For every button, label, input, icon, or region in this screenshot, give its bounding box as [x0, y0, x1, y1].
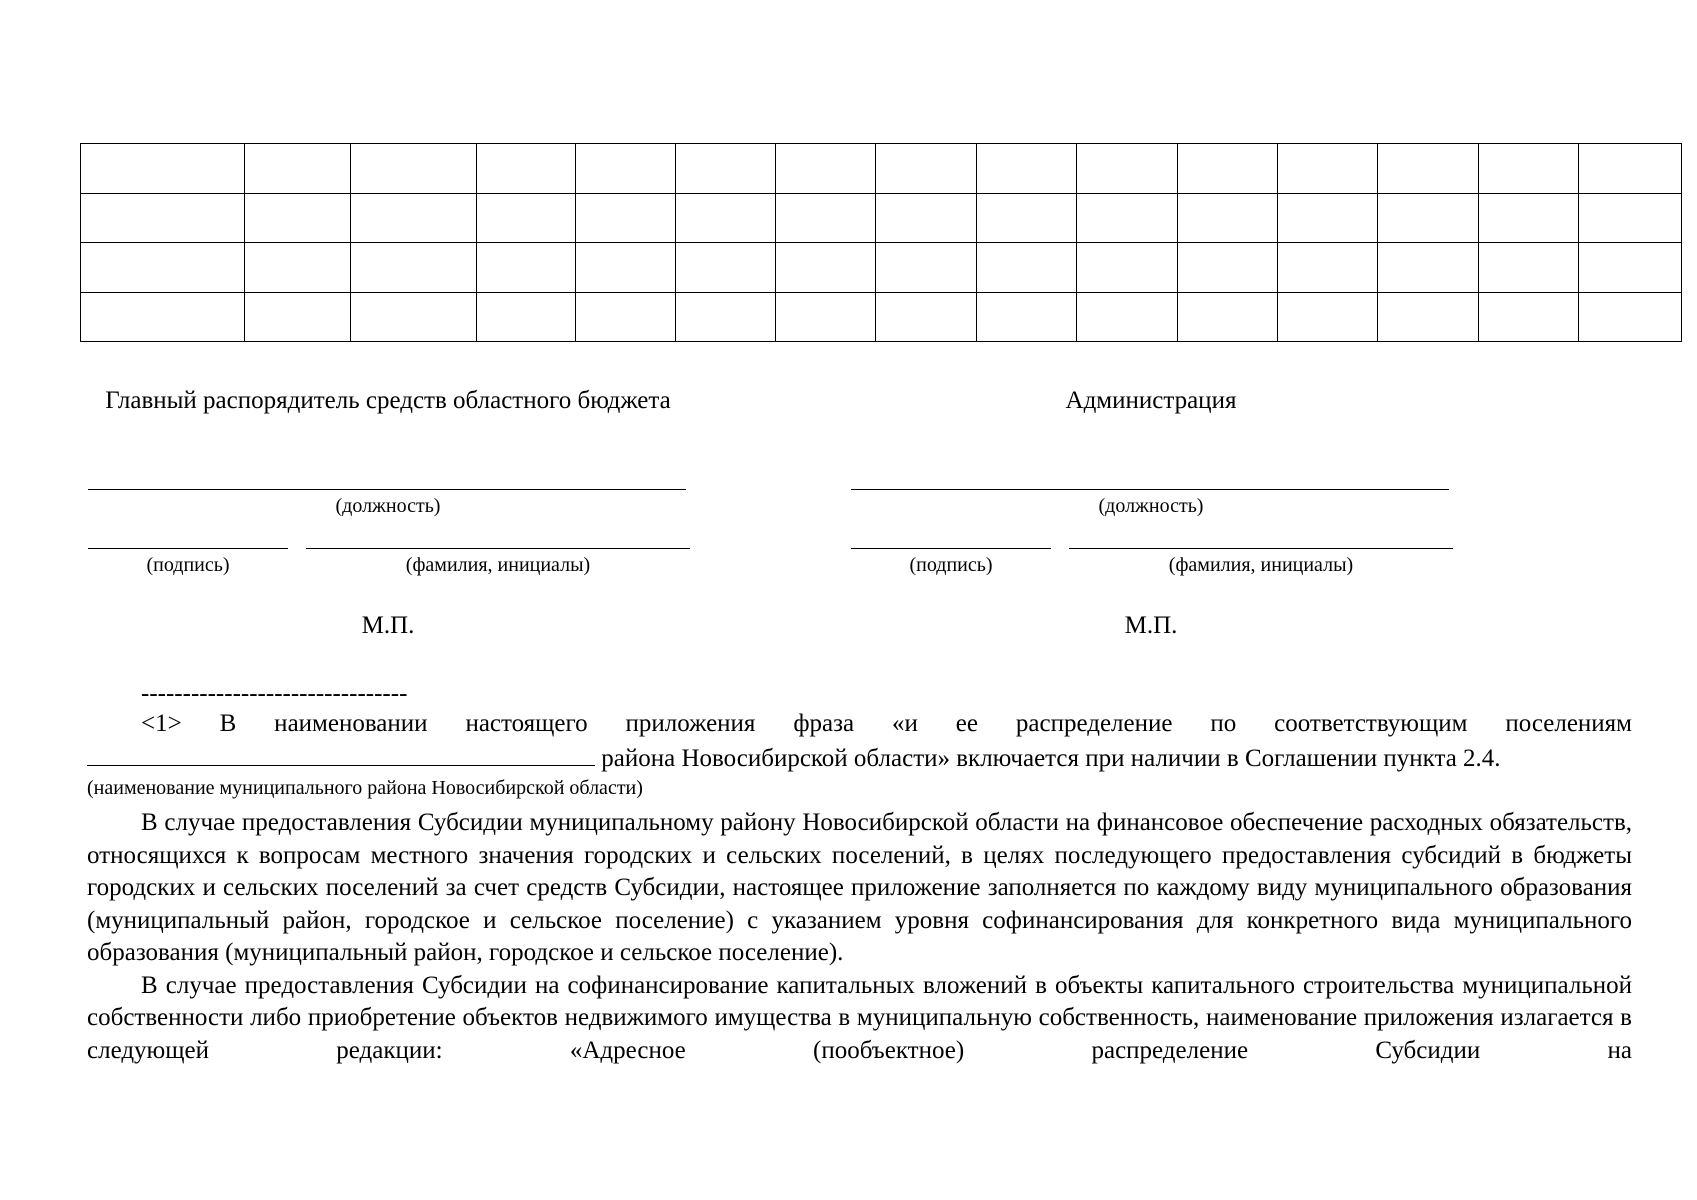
table-cell [81, 144, 245, 194]
left-position-caption: (должность) [335, 495, 441, 517]
table-cell [1378, 193, 1479, 243]
table-cell [1378, 243, 1479, 293]
table-cell [776, 193, 876, 243]
table-body [81, 144, 1682, 342]
table-cell [676, 243, 776, 293]
table-cell [1579, 144, 1682, 194]
table-cell [576, 144, 676, 194]
table-row [81, 144, 1682, 194]
table-cell [1178, 144, 1278, 194]
table-cell [1077, 292, 1178, 342]
table-cell [351, 243, 477, 293]
table-cell [676, 193, 776, 243]
table-cell [676, 292, 776, 342]
table-cell [1077, 243, 1178, 293]
table-cell [576, 292, 676, 342]
table-cell [477, 292, 576, 342]
table-cell [81, 193, 245, 243]
left-stamp-mark: М.П. [361, 612, 415, 639]
left-position-line [88, 489, 686, 490]
table-cell [576, 193, 676, 243]
table-cell [245, 292, 351, 342]
table-cell [1077, 193, 1178, 243]
table-cell [1178, 243, 1278, 293]
table-row [81, 243, 1682, 293]
left-signature-caption: (подпись) [146, 554, 230, 576]
table-cell [776, 292, 876, 342]
district-name-caption: (наименование муниципального района Новосибирской области) [87, 777, 643, 799]
table-cell [1579, 292, 1682, 342]
footnote-line-2-text: района Новосибирской области» включается при наличии в Соглашении пункта 2.4. [595, 744, 1501, 772]
table-cell [1479, 144, 1579, 194]
right-position-caption: (должность) [1098, 495, 1204, 517]
left-name-field [306, 548, 690, 577]
right-name-caption: (фамилия, инициалы) [1168, 554, 1354, 576]
left-signature-block [88, 385, 688, 640]
table-cell [1378, 292, 1479, 342]
table-cell [977, 243, 1077, 293]
footnote-paragraph-3: В случае предоставления Субсидии на софинансирование капитальных вложений в объекты капитального строительства муниципальной собственности либо приобретение объектов недвижимого имущества в муниципальную собственность, наименование приложения излагается в следующей редакции: «Адресное (пообъектное) распределение Субсидии на [87, 971, 1632, 1064]
table-cell [876, 243, 977, 293]
table-cell [245, 243, 351, 293]
right-signature-row [851, 548, 1451, 608]
right-name-field [1069, 548, 1453, 577]
table-cell [876, 292, 977, 342]
footnote-line-2 [87, 741, 1632, 776]
table-cell [477, 193, 576, 243]
right-signature-block [851, 385, 1451, 640]
table-cell [81, 292, 245, 342]
footnote-separator: -------------------------------- [141, 680, 408, 707]
table-cell [1178, 292, 1278, 342]
table-cell [1479, 292, 1579, 342]
footnote-paragraph-2: В случае предоставления Субсидии муниципальному району Новосибирской области на финансовое обеспечение расходных обязательств, относящихся к вопросам местного значения городских и сельских поселений, в целях последующего предоставления субсидий в бюджеты городских и сельских поселений за счет средств Субсидии, настоящее приложение заполняется по каждому виду муниципального образования (муниципальный район, городское и сельское поселение) с указанием уровня софинансирования для конкретного вида муниципального образования (муниципальный район, городское и сельское поселение). [87, 809, 1632, 966]
table-cell [1579, 193, 1682, 243]
table-cell [81, 243, 245, 293]
left-signature-line [88, 548, 288, 549]
table-cell [1278, 193, 1378, 243]
right-position-line [851, 489, 1449, 490]
left-signature-field [88, 548, 288, 577]
table-cell [1479, 193, 1579, 243]
table-cell [245, 193, 351, 243]
left-name-caption: (фамилия, инициалы) [405, 554, 591, 576]
table-cell [876, 193, 977, 243]
table-cell [977, 292, 1077, 342]
table-cell [351, 144, 477, 194]
table-cell [876, 144, 977, 194]
table-cell [977, 193, 1077, 243]
table-row [81, 292, 1682, 342]
footnote-line-1: <1> В наименовании настоящего приложения фраза «и ее распределение по соответствующим поселениям [141, 710, 1632, 737]
table-cell [1278, 243, 1378, 293]
left-name-line [306, 548, 690, 549]
right-stamp-mark: М.П. [1124, 612, 1178, 639]
table-cell [1278, 144, 1378, 194]
table-cell [351, 292, 477, 342]
right-signature-line [851, 548, 1051, 549]
table-cell [245, 144, 351, 194]
table-cell [776, 144, 876, 194]
table-cell [676, 144, 776, 194]
right-signature-field [851, 548, 1051, 577]
table-cell [477, 144, 576, 194]
table-cell [477, 243, 576, 293]
table-row [81, 193, 1682, 243]
left-block-title: Главный распорядитель средств областного бюджета [105, 387, 671, 414]
table-cell [1278, 292, 1378, 342]
empty-table [80, 143, 1682, 342]
footnote-section [87, 680, 1632, 1067]
table-cell [1579, 243, 1682, 293]
district-name-blank [87, 741, 595, 766]
right-name-line [1069, 548, 1453, 549]
table-cell [1178, 193, 1278, 243]
table-cell [776, 243, 876, 293]
table-cell [977, 144, 1077, 194]
table-cell [351, 193, 477, 243]
table-cell [1479, 243, 1579, 293]
left-signature-row [88, 548, 688, 608]
table-cell [1378, 144, 1479, 194]
right-signature-caption: (подпись) [909, 554, 993, 576]
right-block-title: Администрация [1065, 387, 1237, 414]
table-cell [576, 243, 676, 293]
table-cell [1077, 144, 1178, 194]
